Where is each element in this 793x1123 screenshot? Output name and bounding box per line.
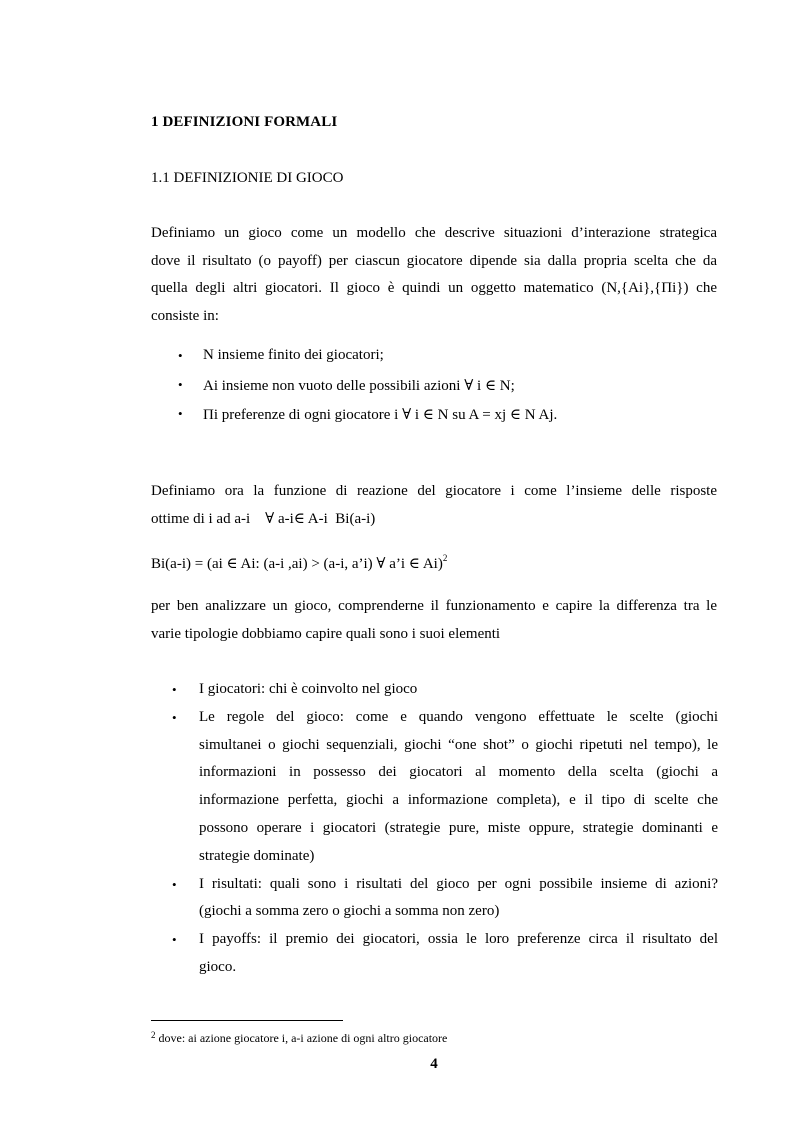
section-title: 1.1 DEFINIZIONIE DI GIOCO: [151, 170, 344, 186]
footnote-ref: 2: [442, 553, 448, 563]
list-item-text: Le regole del gioco: come e quando vengono effettuate le scelte (giochi: [199, 708, 718, 725]
reaction-line: ottime di i ad a-i ∀ a-i∈ A-i Bi(a-i): [151, 510, 376, 527]
analysis-line: per ben analizzare un gioco, comprenderne il funzionamento e capire la differenza tra le: [151, 598, 717, 614]
bullet-icon: •: [172, 876, 177, 892]
list-item: [172, 926, 718, 982]
intro-line: dove il risultato (o payoff) per ciascun giocatore dipende sia dalla propria scelta che da: [151, 252, 717, 269]
reaction-line: Definiamo ora la funzione di reazione del giocatore i come l’insieme delle risposte: [151, 483, 717, 499]
bullet-icon: •: [178, 406, 183, 421]
list-item-text: strategie dominate): [199, 847, 315, 864]
bullet-icon: •: [178, 377, 183, 392]
formula: [151, 553, 447, 573]
list-item-text: possono operare i giocatori (strategie pure, miste oppure, strategie dominanti e: [199, 819, 718, 836]
list-item-text: Πi preferenze di ogni giocatore i ∀ i ∈ N su A = xj ∈ N Aj.: [203, 407, 558, 423]
list-item-text: Ai insieme non vuoto delle possibili azioni ∀ i ∈ N;: [203, 378, 515, 394]
bullet-icon: •: [172, 932, 177, 948]
reaction-paragraph: [151, 478, 717, 533]
bullet-icon: •: [172, 709, 177, 725]
intro-line: quella degli altri giocatori. Il gioco è quindi un oggetto matematico (N,{Ai},{Πi}) che: [151, 280, 717, 296]
page-number: 4: [430, 1056, 438, 1072]
intro-line: Definiamo un gioco come un modello che descrive situazioni d’interazione strategica: [151, 225, 717, 241]
intro-paragraph: [151, 220, 717, 330]
formula-text: Bi(a-i) = (ai ∈ Ai: (a-i ,ai) > (a-i, a’i) ∀ a’i ∈ Ai): [151, 556, 443, 572]
list-item-text: (giochi a somma zero o giochi a somma non zero): [199, 903, 500, 920]
list-item: [172, 676, 718, 704]
footnote-number: 2: [151, 1030, 156, 1040]
list-item-text: gioco.: [199, 958, 237, 975]
analysis-line: varie tipologie dobbiamo capire quali sono i suoi elementi: [151, 625, 501, 642]
list-item: [178, 347, 718, 376]
list-item-text: simultanei o giochi sequenziali, giochi “one shot” o giochi ripetuti nel tempo), le: [199, 736, 718, 753]
list-item: [178, 376, 718, 405]
bullet-icon: •: [172, 682, 177, 697]
bullet-icon: •: [178, 348, 183, 363]
list-item: [172, 871, 718, 927]
list-item: [172, 704, 718, 871]
list-item-text: informazione perfetta, giochi a informazione completa), e il tipo di scelte che: [199, 792, 718, 809]
list-item-text: I risultati: quali sono i risultati del gioco per ogni possibile insieme di azioni?: [199, 875, 718, 892]
intro-line: consiste in:: [151, 307, 219, 324]
footnote-divider: [151, 1020, 343, 1021]
definition-list: [178, 347, 718, 434]
footnote: [151, 1030, 447, 1046]
list-item-text: I giocatori: chi è coinvolto nel gioco: [199, 681, 418, 697]
elements-list: [172, 676, 718, 982]
analysis-paragraph: [151, 593, 717, 648]
footnote-text: dove: ai azione giocatore i, a-i azione di ogni altro giocatore: [158, 1031, 448, 1045]
chapter-title: 1 DEFINIZIONI FORMALI: [151, 114, 338, 130]
list-item: [178, 405, 718, 434]
list-item-text: N insieme finito dei giocatori;: [203, 347, 384, 363]
list-item-text: I payoffs: il premio dei giocatori, ossia le loro preferenze circa il risultato del: [199, 931, 718, 948]
list-item-text: informazioni in possesso dei giocatori al momento della scelta (giochi a: [199, 764, 718, 781]
